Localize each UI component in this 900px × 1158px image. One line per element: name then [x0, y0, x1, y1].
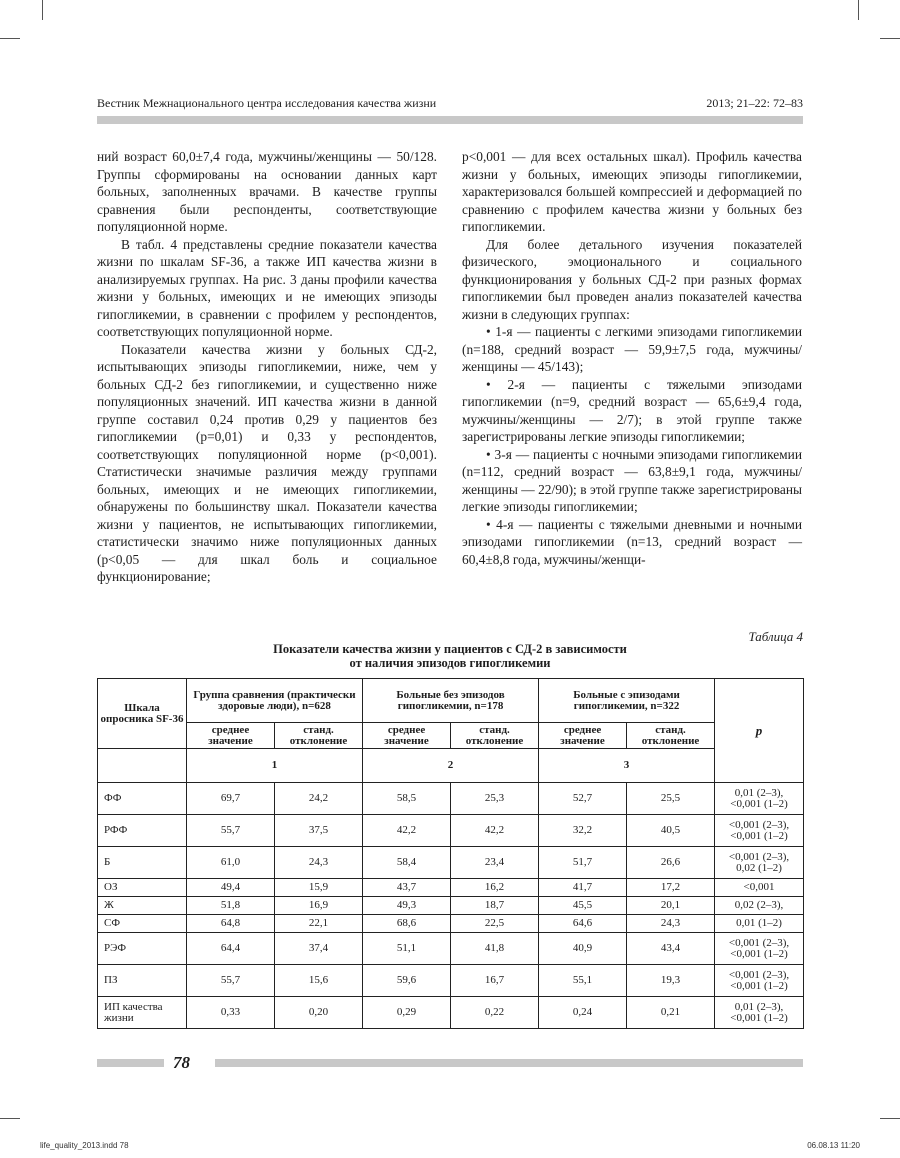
value-cell: 16,2	[451, 879, 539, 897]
value-cell: 64,4	[187, 933, 275, 965]
p-value-cell	[715, 847, 804, 879]
p-value-cell	[715, 915, 804, 933]
value-cell: 58,5	[363, 783, 451, 815]
value-cell: 61,0	[187, 847, 275, 879]
table-body	[98, 783, 804, 1029]
file-slug: life_quality_2013.indd 78	[40, 1141, 129, 1150]
crop-mark	[0, 1118, 20, 1119]
value-cell: 55,1	[539, 965, 627, 997]
value-cell: 42,2	[451, 815, 539, 847]
value-cell: 64,6	[539, 915, 627, 933]
mean-header: среднее значение	[187, 723, 275, 749]
crop-mark	[880, 1118, 900, 1119]
value-cell: 25,5	[627, 783, 715, 815]
value-cell: 24,2	[275, 783, 363, 815]
value-cell: 37,4	[275, 933, 363, 965]
text-column-right	[462, 148, 802, 568]
value-cell: 49,4	[187, 879, 275, 897]
table-row	[98, 965, 804, 997]
crop-mark	[0, 38, 20, 39]
crop-mark	[42, 0, 43, 20]
value-cell: 64,8	[187, 915, 275, 933]
value-cell: 19,3	[627, 965, 715, 997]
table-row	[98, 815, 804, 847]
data-table	[97, 678, 804, 1029]
paragraph: В табл. 4 представлены средние показатели качества жизни по шкалам SF-36, а также ИП качества жизни в анализируемых группах. На рис. 3 даны профили качества жизни у больных, имеющих и не имеющих эпизоды гипогликемии, в сравнении с профилем у респондентов, соответствующих популяционной норме.	[97, 236, 437, 339]
value-cell: 0,20	[275, 997, 363, 1029]
issue-info: 2013; 21–22: 72–83	[706, 96, 803, 110]
group-header: Группа сравнения (практически здоровые люди), n=628	[187, 679, 363, 723]
value-cell: 24,3	[275, 847, 363, 879]
group-number: 2	[363, 749, 539, 783]
print-timestamp: 06.08.13 11:20	[807, 1141, 860, 1150]
paragraph: ний возраст 60,0±7,4 года, мужчины/женщины — 50/128. Группы сформированы на основании данных карт больных, заполненных врачами. В качестве группы сравнения были респонденты, соответствующие популяционной норме.	[97, 149, 437, 234]
p-value-cell	[715, 783, 804, 815]
scale-cell: Б	[98, 847, 187, 879]
footer-rule	[97, 1059, 164, 1067]
value-cell: 18,7	[451, 897, 539, 915]
p-value-line: 0,02 (2–3),	[734, 899, 784, 911]
p-value-line: <0,001 (1–2)	[730, 979, 788, 992]
value-cell: 41,8	[451, 933, 539, 965]
crop-mark	[858, 0, 859, 20]
value-cell: 0,21	[627, 997, 715, 1029]
value-cell: 41,7	[539, 879, 627, 897]
value-cell: 0,24	[539, 997, 627, 1029]
table-row	[98, 847, 804, 879]
p-value-cell	[715, 933, 804, 965]
p-value-line: 0,02 (1–2)	[736, 861, 782, 874]
value-cell: 55,7	[187, 965, 275, 997]
value-cell: 43,4	[627, 933, 715, 965]
value-cell: 49,3	[363, 897, 451, 915]
list-item: • 1-я — пациенты с легкими эпизодами гипогликемии (n=188, средний возраст — 59,9±7,5 года, мужчины/женщины — 45/143);	[462, 324, 802, 374]
p-value-cell	[715, 879, 804, 897]
value-cell: 16,9	[275, 897, 363, 915]
value-cell: 69,7	[187, 783, 275, 815]
value-cell: 25,3	[451, 783, 539, 815]
paragraph: Показатели качества жизни у больных СД-2, испытывающих эпизоды гипогликемии, ниже, чем у больных СД-2 без гипогликемии, и существенно ниже популяционных значений. ИП качества жизни в данной группе составил 0,24 против 0,29 у пациентов без гипогликемии (p=0,01) и 0,33 у респондентов, соответствующих популяционной норме (p<0,001). Статистически значимые различия между группами больных, имеющих и не имеющих гипогликемии, обнаружены по большинству шкал. Показатели качества жизни у пациентов, не испытывающих гипогликемии, статистически значимо ниже популяционных данных (p<0,05 — для шкал боль и социальное функционирование;	[97, 341, 437, 584]
mean-header: среднее значение	[539, 723, 627, 749]
value-cell: 51,7	[539, 847, 627, 879]
value-cell: 51,1	[363, 933, 451, 965]
p-value-cell	[715, 965, 804, 997]
group-header: Больные без эпизодов гипогликемии, n=178	[363, 679, 539, 723]
value-cell: 15,9	[275, 879, 363, 897]
page-number: 78	[173, 1053, 190, 1072]
p-value-line: 0,01 (2–3),	[734, 1000, 784, 1013]
value-cell: 68,6	[363, 915, 451, 933]
footer-rule	[215, 1059, 803, 1067]
table-number: Таблица 4	[748, 629, 803, 644]
group-number: 3	[539, 749, 715, 783]
sd-header: станд. отклонение	[627, 723, 715, 749]
scale-cell: СФ	[98, 915, 187, 933]
table-title	[97, 642, 803, 670]
scale-cell: ПЗ	[98, 965, 187, 997]
group-number: 1	[187, 749, 363, 783]
table-row	[98, 915, 804, 933]
scale-cell: РФФ	[98, 815, 187, 847]
table-row	[98, 933, 804, 965]
value-cell: 0,33	[187, 997, 275, 1029]
p-header: p	[715, 679, 804, 783]
value-cell: 51,8	[187, 897, 275, 915]
value-cell: 22,1	[275, 915, 363, 933]
value-cell: 16,7	[451, 965, 539, 997]
p-value-line: <0,001 (2–3),	[728, 968, 790, 981]
value-cell: 24,3	[627, 915, 715, 933]
paragraph: p<0,001 — для всех остальных шкал). Профиль качества жизни у больных, имеющих эпизоды гипогликемии, характеризовался большей компрессией и деформацией по сравнению с профилем качества жизни у больных без гипогликемии.	[462, 149, 802, 234]
value-cell: 17,2	[627, 879, 715, 897]
p-value-line: <0,001 (1–2)	[730, 1011, 788, 1024]
value-cell: 0,29	[363, 997, 451, 1029]
p-value-cell	[715, 815, 804, 847]
value-cell: 59,6	[363, 965, 451, 997]
journal-title: Вестник Межнационального центра исследования качества жизни	[97, 96, 437, 110]
scale-cell: ИП качества жизни	[98, 997, 187, 1029]
scale-cell: ОЗ	[98, 879, 187, 897]
value-cell: 22,5	[451, 915, 539, 933]
table-row	[98, 879, 804, 897]
p-value-cell	[715, 997, 804, 1029]
list-item: • 4-я — пациенты с тяжелыми дневными и ночными эпизодами гипогликемии (n=13, средний возраст — 60,4±8,8 года, мужчины/женщи-	[462, 516, 802, 567]
p-value-line: <0,001 (1–2)	[730, 947, 788, 960]
running-header	[97, 96, 803, 110]
list-item: • 3-я — пациенты с ночными эпизодами гипогликемии (n=112, средний возраст — 63,8±9,1 года, мужчины/женщины — 22/90); в этой группе также зарегистрированы легкие эпизоды гипогликемии;	[462, 446, 802, 514]
value-cell: 23,4	[451, 847, 539, 879]
value-cell: 37,5	[275, 815, 363, 847]
table-row	[98, 997, 804, 1029]
value-cell: 26,6	[627, 847, 715, 879]
scale-cell: Ж	[98, 897, 187, 915]
scale-header: Шкала опросника SF-36	[98, 679, 187, 749]
scale-cell: ФФ	[98, 783, 187, 815]
value-cell: 0,22	[451, 997, 539, 1029]
mean-header: среднее значение	[363, 723, 451, 749]
table-row	[98, 897, 804, 915]
value-cell: 40,5	[627, 815, 715, 847]
p-value-cell	[715, 897, 804, 915]
scale-header-spacer	[98, 749, 187, 783]
crop-mark	[880, 38, 900, 39]
table-title-line: от наличия эпизодов гипогликемии	[349, 656, 551, 670]
value-cell: 58,4	[363, 847, 451, 879]
value-cell: 15,6	[275, 965, 363, 997]
value-cell: 45,5	[539, 897, 627, 915]
sd-header: станд. отклонение	[275, 723, 363, 749]
p-value-line: 0,01 (1–2)	[736, 917, 782, 929]
p-value-line: <0,001 (2–3),	[728, 850, 790, 863]
p-value-line: <0,001 (2–3),	[728, 818, 790, 831]
sd-header: станд. отклонение	[451, 723, 539, 749]
value-cell: 55,7	[187, 815, 275, 847]
header-rule	[97, 116, 803, 124]
p-value-line: <0,001 (1–2)	[730, 797, 788, 810]
scale-cell: РЭФ	[98, 933, 187, 965]
paragraph: Для более детального изучения показателей физического, эмоционального и социального функционирования у больных СД-2 при разных формах гипогликемии был проведен анализ показателей качества жизни в следующих группах:	[462, 236, 802, 322]
p-value-line: <0,001 (1–2)	[730, 829, 788, 842]
value-cell: 42,2	[363, 815, 451, 847]
value-cell: 52,7	[539, 783, 627, 815]
p-value-line: 0,01 (2–3),	[734, 786, 784, 799]
value-cell: 32,2	[539, 815, 627, 847]
table-title-line: Показатели качества жизни у пациентов с СД-2 в зависимости	[273, 642, 627, 656]
list-item: • 2-я — пациенты с тяжелыми эпизодами гипогликемии (n=9, средний возраст — 65,6±9,4 года, мужчины/женщины — 2/7); в этой группе также зарегистрированы легкие эпизоды гипогликемии;	[462, 376, 802, 444]
value-cell: 20,1	[627, 897, 715, 915]
p-value-line: <0,001 (2–3),	[728, 936, 790, 949]
table-row	[98, 783, 804, 815]
p-value-line: <0,001	[743, 881, 775, 893]
text-column-left	[97, 148, 437, 586]
value-cell: 43,7	[363, 879, 451, 897]
value-cell: 40,9	[539, 933, 627, 965]
group-header: Больные с эпизодами гипогликемии, n=322	[539, 679, 715, 723]
